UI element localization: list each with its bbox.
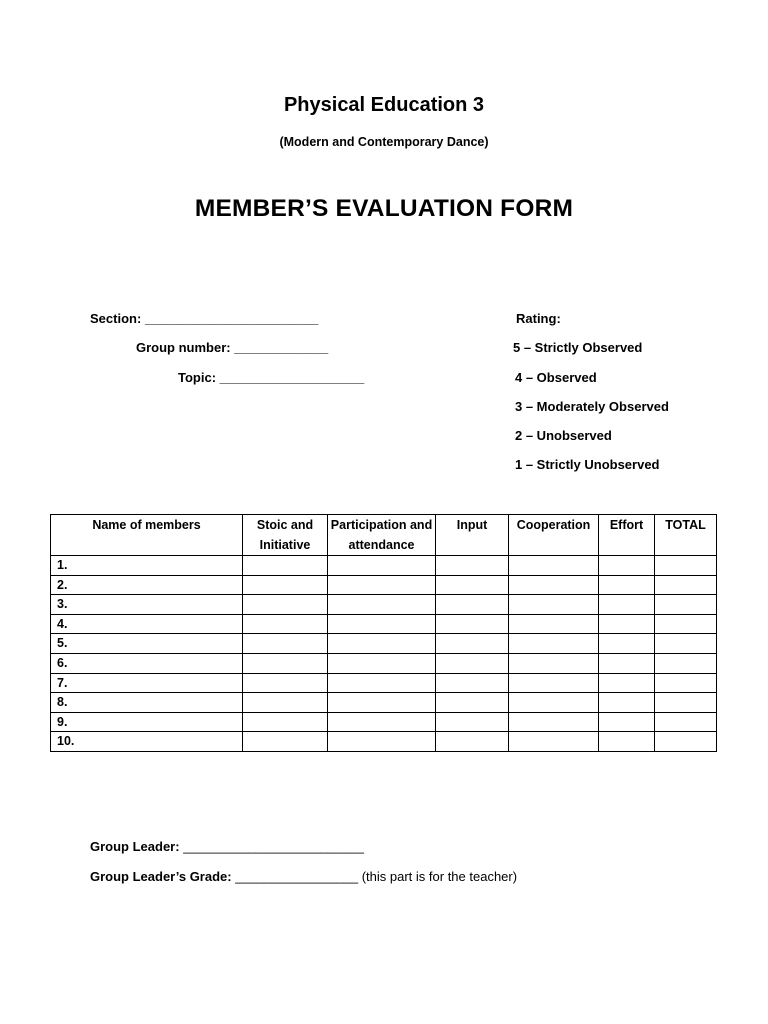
table-row xyxy=(51,732,717,752)
score-cell[interactable] xyxy=(436,634,509,654)
total-cell[interactable] xyxy=(655,693,717,713)
total-cell[interactable] xyxy=(655,634,717,654)
document-subtitle: (Modern and Contemporary Dance) xyxy=(279,135,489,149)
score-cell[interactable] xyxy=(243,732,328,752)
group-leader-label: Group Leader: xyxy=(90,839,180,854)
score-cell[interactable] xyxy=(599,556,655,576)
score-cell[interactable] xyxy=(509,634,599,654)
table-row xyxy=(51,673,717,693)
col-header-cooperation: Cooperation xyxy=(509,515,599,556)
total-cell[interactable] xyxy=(655,614,717,634)
score-cell[interactable] xyxy=(243,653,328,673)
section-field: Section: ________________________ xyxy=(90,311,319,326)
score-cell[interactable] xyxy=(599,673,655,693)
row-number[interactable]: 4. xyxy=(51,614,243,634)
total-cell[interactable] xyxy=(655,575,717,595)
score-cell[interactable] xyxy=(243,712,328,732)
score-cell[interactable] xyxy=(328,653,436,673)
col-header-stoic: Stoic and Initiative xyxy=(243,515,328,556)
score-cell[interactable] xyxy=(436,732,509,752)
table-row xyxy=(51,575,717,595)
score-cell[interactable] xyxy=(328,712,436,732)
members-evaluation-table xyxy=(50,514,717,752)
score-cell[interactable] xyxy=(328,732,436,752)
row-number[interactable]: 2. xyxy=(51,575,243,595)
score-cell[interactable] xyxy=(436,556,509,576)
score-cell[interactable] xyxy=(328,556,436,576)
score-cell[interactable] xyxy=(436,673,509,693)
row-number[interactable]: 3. xyxy=(51,595,243,615)
score-cell[interactable] xyxy=(243,614,328,634)
score-cell[interactable] xyxy=(328,634,436,654)
row-number[interactable]: 8. xyxy=(51,693,243,713)
row-number[interactable]: 7. xyxy=(51,673,243,693)
total-cell[interactable] xyxy=(655,673,717,693)
score-cell[interactable] xyxy=(599,653,655,673)
rating-heading: Rating: xyxy=(516,311,561,326)
score-cell[interactable] xyxy=(509,693,599,713)
rating-item-5: 5 – Strictly Observed xyxy=(513,340,643,355)
document-title: Physical Education 3 xyxy=(283,94,485,116)
col-header-name: Name of members xyxy=(51,515,243,556)
score-cell[interactable] xyxy=(328,673,436,693)
row-number[interactable]: 9. xyxy=(51,712,243,732)
col-header-total: TOTAL xyxy=(655,515,717,556)
score-cell[interactable] xyxy=(243,693,328,713)
score-cell[interactable] xyxy=(509,712,599,732)
score-cell[interactable] xyxy=(509,556,599,576)
rating-item-3: 3 – Moderately Observed xyxy=(515,399,669,414)
score-cell[interactable] xyxy=(436,653,509,673)
table-header-row xyxy=(51,515,717,556)
score-cell[interactable] xyxy=(509,595,599,615)
total-cell[interactable] xyxy=(655,732,717,752)
col-header-effort: Effort xyxy=(599,515,655,556)
score-cell[interactable] xyxy=(243,673,328,693)
score-cell[interactable] xyxy=(509,673,599,693)
score-cell[interactable] xyxy=(328,595,436,615)
table-row xyxy=(51,556,717,576)
score-cell[interactable] xyxy=(243,595,328,615)
row-number[interactable]: 5. xyxy=(51,634,243,654)
table-row xyxy=(51,653,717,673)
topic-field: Topic: ____________________ xyxy=(178,370,365,385)
row-number[interactable]: 6. xyxy=(51,653,243,673)
score-cell[interactable] xyxy=(509,614,599,634)
col-header-participation: Participation and attendance xyxy=(328,515,436,556)
score-cell[interactable] xyxy=(599,595,655,615)
table-row xyxy=(51,634,717,654)
score-cell[interactable] xyxy=(599,575,655,595)
score-cell[interactable] xyxy=(509,653,599,673)
total-cell[interactable] xyxy=(655,556,717,576)
score-cell[interactable] xyxy=(243,634,328,654)
table-row xyxy=(51,614,717,634)
group-leader-blank[interactable]: _________________________ xyxy=(179,839,364,854)
form-title: MEMBER’S EVALUATION FORM xyxy=(194,195,574,222)
score-cell[interactable] xyxy=(599,614,655,634)
score-cell[interactable] xyxy=(436,614,509,634)
group-leader-grade-field xyxy=(90,869,517,884)
table-row xyxy=(51,712,717,732)
group-leader-grade-label: Group Leader’s Grade: xyxy=(90,869,232,884)
col-header-input: Input xyxy=(436,515,509,556)
score-cell[interactable] xyxy=(436,712,509,732)
score-cell[interactable] xyxy=(599,712,655,732)
score-cell[interactable] xyxy=(509,732,599,752)
score-cell[interactable] xyxy=(243,575,328,595)
total-cell[interactable] xyxy=(655,653,717,673)
total-cell[interactable] xyxy=(655,595,717,615)
table-row xyxy=(51,693,717,713)
score-cell[interactable] xyxy=(328,614,436,634)
group-leader-field xyxy=(90,839,364,854)
score-cell[interactable] xyxy=(328,693,436,713)
rating-item-2: 2 – Unobserved xyxy=(515,428,612,443)
rating-item-4: 4 – Observed xyxy=(515,370,597,385)
score-cell[interactable] xyxy=(509,575,599,595)
score-cell[interactable] xyxy=(436,575,509,595)
group-number-field: Group number: _____________ xyxy=(136,340,329,355)
total-cell[interactable] xyxy=(655,712,717,732)
score-cell[interactable] xyxy=(328,575,436,595)
score-cell[interactable] xyxy=(436,693,509,713)
score-cell[interactable] xyxy=(599,693,655,713)
row-number[interactable]: 1. xyxy=(51,556,243,576)
group-leader-grade-blank[interactable]: _________________ (this part is for the teacher) xyxy=(231,869,518,884)
row-number[interactable]: 10. xyxy=(51,732,243,752)
score-cell[interactable] xyxy=(599,732,655,752)
rating-item-1: 1 – Strictly Unobserved xyxy=(515,457,660,472)
score-cell[interactable] xyxy=(243,556,328,576)
table-row xyxy=(51,595,717,615)
score-cell[interactable] xyxy=(436,595,509,615)
score-cell[interactable] xyxy=(599,634,655,654)
